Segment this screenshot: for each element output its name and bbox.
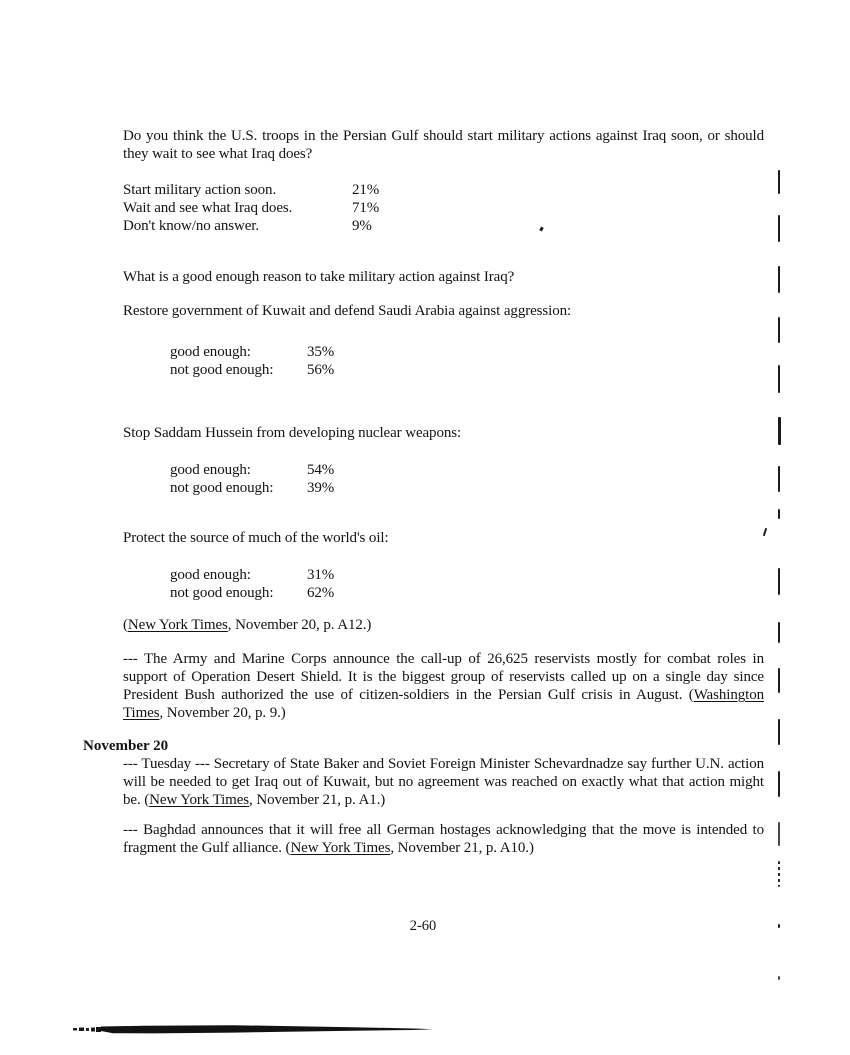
result-label: Wait and see what Iraq does. (123, 200, 293, 216)
scan-mark (778, 668, 780, 693)
smudge-shape (73, 1024, 435, 1036)
scan-mark (778, 861, 780, 887)
poll-results-table (123, 181, 764, 235)
scan-mark (778, 417, 781, 445)
result-label: Don't know/no answer. (123, 218, 260, 234)
scan-mark (778, 822, 780, 846)
reason-results-table (123, 566, 764, 602)
citation-source: New York Times (149, 792, 250, 808)
entry-body: --- The Army and Marine Corps announce the call-up of 26,625 reservists mostly for combat roles in support of Operation Desert Shield. It is the biggest group of reservists called up on a single day since President Bush authorized the use of citizen-soldiers in the Persian Gulf crisis in August. ( (123, 651, 764, 703)
reason-results-table (123, 461, 764, 497)
result-value: 54% (307, 462, 335, 478)
result-value: 31% (307, 567, 335, 583)
result-label: good enough: (170, 344, 251, 360)
citation-source: Washington Times (123, 687, 764, 721)
result-label: Start military action soon. (123, 182, 277, 198)
table-row (123, 584, 764, 602)
table-row (123, 479, 764, 497)
date-heading: November 20 (83, 738, 169, 754)
result-value: 35% (307, 344, 335, 360)
scan-smudge (73, 1023, 435, 1035)
scan-mark (778, 924, 780, 928)
result-label: not good enough: (170, 480, 274, 496)
table-row (123, 217, 764, 235)
scan-mark (778, 317, 780, 343)
citation-rest: , November 21, p. A10.) (390, 840, 534, 856)
result-value: 56% (307, 362, 335, 378)
result-label: good enough: (170, 462, 251, 478)
scan-mark (778, 466, 780, 492)
result-value: 21% (352, 182, 380, 198)
scan-mark (778, 215, 780, 242)
table-row (123, 361, 764, 379)
citation-source: New York Times (127, 617, 228, 633)
citation-open: ( (123, 617, 128, 633)
table-row (123, 343, 764, 361)
citation-rest: , November 21, p. A1.) (249, 792, 386, 808)
news-entry-baghdad (123, 821, 764, 857)
entry-body: --- Baghdad announces that it will free all German hostages acknowledging that the move is intended to fragment the Gulf alliance. ( (123, 822, 764, 856)
poll-question-1: Do you think the U.S. troops in the Persian Gulf should start military actions against Iraq soon, or should they wait to see what Iraq does? (123, 128, 764, 162)
result-value: 9% (352, 218, 372, 234)
citation-rest: , November 20, p. A12.) (227, 617, 372, 633)
citation-rest: , November 20, p. 9.) (159, 705, 286, 721)
result-value: 62% (307, 585, 335, 601)
result-label: good enough: (170, 567, 251, 583)
scan-mark (778, 509, 780, 519)
table-row (123, 566, 764, 584)
reason-statement: Restore government of Kuwait and defend Saudi Arabia against aggression: (123, 303, 572, 319)
table-row (123, 181, 764, 199)
scan-mark (778, 771, 780, 797)
scan-mark (778, 568, 780, 595)
reason-statement: Protect the source of much of the world's oil: (123, 530, 389, 546)
scan-mark (778, 170, 780, 194)
citation-source: New York Times (290, 840, 391, 856)
table-row (123, 199, 764, 217)
result-value: 39% (307, 480, 335, 496)
news-entry-tuesday (123, 755, 764, 809)
scan-mark (778, 719, 780, 745)
news-entry-army (123, 650, 764, 722)
scan-mark (778, 365, 780, 393)
result-value: 71% (352, 200, 380, 216)
entry-body: --- Tuesday --- Secretary of State Baker and Soviet Foreign Minister Schevardnadze say further U.N. action will be needed to get Iraq out of Kuwait, but no agreement was reached on exactly what that action might be. ( (123, 756, 764, 808)
page-number: 2-60 (409, 918, 437, 934)
scan-mark (778, 622, 780, 643)
result-label: not good enough: (170, 585, 274, 601)
citation (123, 616, 764, 634)
poll-question-2: What is a good enough reason to take military action against Iraq? (123, 269, 515, 285)
scan-mark (778, 976, 780, 980)
result-label: not good enough: (170, 362, 274, 378)
table-row (123, 461, 764, 479)
scan-mark (778, 266, 780, 293)
reason-results-table (123, 343, 764, 379)
reason-statement: Stop Saddam Hussein from developing nuclear weapons: (123, 425, 462, 441)
